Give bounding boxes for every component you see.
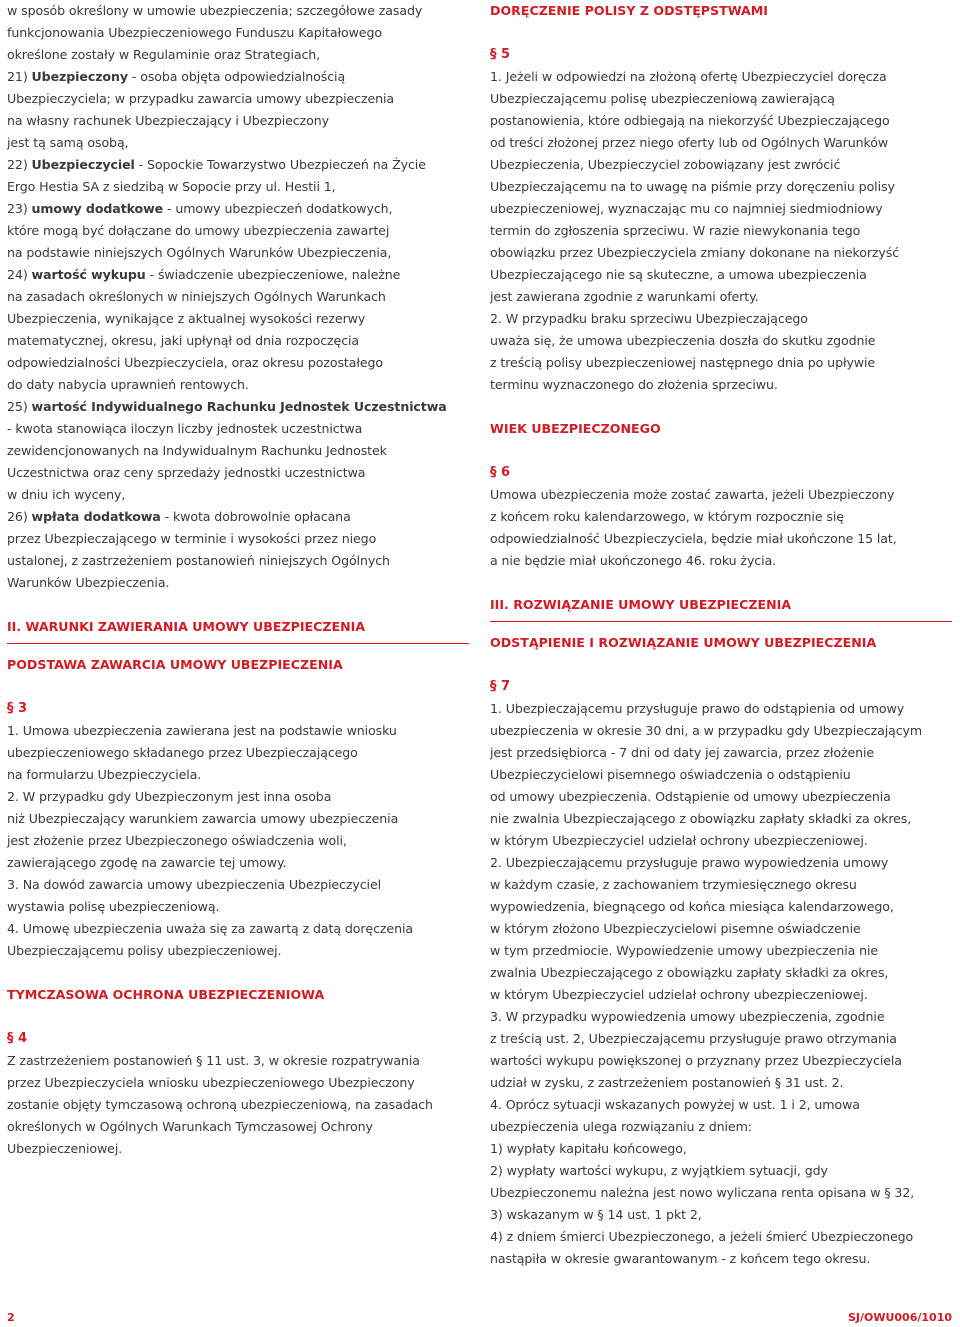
text-line: na formularzu Ubezpieczyciela. [7, 767, 202, 782]
text-line: z końcem roku kalendarzowego, w którym rozpocznie się [490, 509, 844, 524]
text-line: w którym Ubezpieczyciel udzielał ochrony ubezpieczeniowej. [490, 987, 868, 1002]
text-line: które mogą być dołączane do umowy ubezpieczenia zawartej [7, 223, 390, 238]
text-line: 4) z dniem śmierci Ubezpieczonego, a jeżeli śmierć Ubezpieczonego [490, 1229, 914, 1244]
section-divider [7, 643, 469, 644]
text-line: 2. Ubezpieczającemu przysługuje prawo wypowiedzenia umowy [490, 855, 889, 870]
text-line: w tym przedmiocie. Wypowiedzenie umowy ubezpieczenia nie [490, 943, 879, 958]
text-line: zostanie objęty tymczasową ochroną ubezpieczeniową, na zasadach [7, 1097, 433, 1112]
text-line: jest zawierana zgodnie z warunkami oferty. [490, 289, 759, 304]
text-line: 1. Umowa ubezpieczenia zawierana jest na podstawie wniosku [7, 723, 397, 738]
text-line: wartości wykupu powiększonej o przyznany przez Ubezpieczyciela [490, 1053, 902, 1068]
text-line: do daty nabycia uprawnień rentowych. [7, 377, 249, 392]
spacer [490, 654, 955, 676]
text-line: w którym Ubezpieczyciel udzielał ochrony ubezpieczeniowej. [490, 833, 868, 848]
text-line: przez Ubezpieczającego w terminie i wysokości przez niego [7, 531, 377, 546]
text-line: 1) wypłaty kapitału końcowego, [490, 1141, 687, 1156]
text-line: obowiązku przez Ubezpieczyciela zmiany dokonane na niekorzyść [490, 245, 900, 260]
text-line: z treścią ust. 2, Ubezpieczającemu przysługuje prawo otrzymania [490, 1031, 897, 1046]
text-line: 4. Oprócz sytuacji wskazanych powyżej w ust. 1 i 2, umowa [490, 1097, 860, 1112]
text-line: w którym złożono Ubezpieczycielowi pisemne oświadczenie [490, 921, 861, 936]
definition-number: 25) [7, 399, 32, 414]
definition-term: Ubezpieczony [31, 69, 128, 84]
text-line: jest złożenie przez Ubezpieczonego oświadczenia woli, [7, 833, 347, 848]
text-line: Ubezpieczyciela; w przypadku zawarcia umowy ubezpieczenia [7, 91, 395, 106]
paragraph-number: § 6 [490, 465, 511, 480]
text-line: 1. Jeżeli w odpowiedzi na złożoną ofertę Ubezpieczyciel doręcza [490, 69, 887, 84]
text-line: wystawia polisę ubezpieczeniową. [7, 899, 220, 914]
spacer [490, 22, 955, 44]
text-line: Ubezpieczającemu polisy ubezpieczeniowej. [7, 943, 282, 958]
text-line: termin do zgłoszenia sprzeciwu. W razie niewykonania tego [490, 223, 861, 238]
text-line: Uczestnictwa oraz ceny sprzedaży jednostki uczestnictwa [7, 465, 366, 480]
text-line: w każdym czasie, z zachowaniem trzymiesięcznego okresu [490, 877, 857, 892]
text-line: 1. Ubezpieczającemu przysługuje prawo do odstąpienia od umowy [490, 701, 905, 716]
definition-term: wartość wykupu [31, 267, 146, 282]
text-line: przez Ubezpieczyciela wniosku ubezpieczeniowego Ubezpieczony [7, 1075, 415, 1090]
text-line: ubezpieczeniowego składanego przez Ubezpieczającego [7, 745, 358, 760]
text-line: Umowa ubezpieczenia może zostać zawarta, jeżeli Ubezpieczony [490, 487, 895, 502]
text-line: na zasadach określonych w niniejszych Ogólnych Warunkach [7, 289, 386, 304]
text-line: określonych w Ogólnych Warunkach Tymczasowej Ochrony [7, 1119, 373, 1134]
text-line: w sposób określony w umowie ubezpieczenia; szczegółowe zasady [7, 3, 423, 18]
section-divider [490, 621, 952, 622]
text-line: - kwota stanowiąca iloczyn liczby jednostek uczestnictwa [7, 421, 363, 436]
text-line: Ubezpieczającego nie są skuteczne, a umowa ubezpieczenia [490, 267, 867, 282]
text-line: funkcjonowania Ubezpieczeniowego Funduszu Kapitałowego [7, 25, 382, 40]
text-line: Ubezpieczenia, wynikające z aktualnej wysokości rezerwy [7, 311, 366, 326]
definition-term: wartość Indywidualnego Rachunku Jednostek Uczestnictwa [31, 399, 447, 414]
text-line: 3) wskazanym w § 14 ust. 1 pkt 2, [490, 1207, 702, 1222]
text-line: od treści złożonej przez niego oferty lub od Ogólnych Warunków [490, 135, 889, 150]
text-line: określone zostały w Regulaminie oraz Strategiach, [7, 47, 321, 62]
text-line: zewidencjonowanych na Indywidualnym Rachunku Jednostek [7, 443, 387, 458]
text-line: jest przedsiębiorca - 7 dni od daty jej zawarcia, przez złożenie [490, 745, 875, 760]
definition-term: Ubezpieczyciel [31, 157, 135, 172]
text-line: w dniu ich wyceny, [7, 487, 126, 502]
text-line: odpowiedzialność Ubezpieczyciela, będzie miał ukończone 15 lat, [490, 531, 897, 546]
text-line: od umowy ubezpieczenia. Odstąpienie od umowy ubezpieczenia [490, 789, 891, 804]
definition-text: - Sopockie Towarzystwo Ubezpieczeń na Życie [134, 157, 426, 172]
text-line: odpowiedzialności Ubezpieczyciela, oraz okresu pozostałego [7, 355, 383, 370]
text-line: ubezpieczenia ulega rozwiązaniu z dniem: [490, 1119, 752, 1134]
definition-23 [7, 198, 475, 220]
definition-number: 22) [7, 157, 32, 172]
spacer [7, 962, 475, 984]
text-line: nie zwalnia Ubezpieczającego z obowiązku zapłaty składki za okres, [490, 811, 912, 826]
definition-number: 26) [7, 509, 32, 524]
spacer [490, 440, 955, 462]
text-line: matematycznej, okresu, jaki upłynął od dnia rozpoczęcia [7, 333, 360, 348]
text-line: 3. W przypadku wypowiedzenia umowy ubezpieczenia, zgodnie [490, 1009, 885, 1024]
section-heading: II. WARUNKI ZAWIERANIA UMOWY UBEZPIECZENIA [7, 619, 366, 634]
text-line: udział w zysku, z zastrzeżeniem postanowień § 31 ust. 2. [490, 1075, 844, 1090]
text-line: terminu wyznaczonego do złożenia sprzeciwu. [490, 377, 778, 392]
text-line: 3. Na dowód zawarcia umowy ubezpieczenia Ubezpieczyciel [7, 877, 381, 892]
text-line: Ubezpieczeniowej. [7, 1141, 123, 1156]
text-line: zwalnia Ubezpieczającego z obowiązku zapłaty składki za okres, [490, 965, 889, 980]
text-line: wypowiedzenia, biegnącego od końca miesiąca kalendarzowego, [490, 899, 894, 914]
text-line: z treścią polisy ubezpieczeniowej następnego dnia po upływie [490, 355, 876, 370]
definition-number: 23) [7, 201, 32, 216]
definition-26 [7, 506, 475, 528]
definition-text: - osoba objęta odpowiedzialnością [127, 69, 346, 84]
spacer [7, 594, 475, 616]
text-line: ustalonej, z zastrzeżeniem postanowień niniejszych Ogólnych [7, 553, 390, 568]
subsection-heading: WIEK UBEZPIECZONEGO [490, 421, 661, 436]
text-line: Ubezpieczycielowi pisemnego oświadczenia o odstąpieniu [490, 767, 851, 782]
definition-text: - kwota dobrowolnie opłacana [160, 509, 351, 524]
section-heading: III. ROZWIĄZANIE UMOWY UBEZPIECZENIA [490, 597, 792, 612]
text-line: zawierającego zgodę na zawarcie tej umowy. [7, 855, 287, 870]
spacer [7, 676, 475, 698]
text-line: Ubezpieczenia, Ubezpieczyciel zobowiązany jest zwrócić [490, 157, 841, 172]
subsection-heading: ODSTĄPIENIE I ROZWIĄZANIE UMOWY UBEZPIECZENIA [490, 635, 877, 650]
text-line: uważa się, że umowa ubezpieczenia doszła do skutku zgodnie [490, 333, 876, 348]
subsection-heading: DORĘCZENIE POLISY Z ODSTĘPSTWAMI [490, 3, 768, 18]
spacer [490, 572, 955, 594]
text-line: jest tą samą osobą, [7, 135, 129, 150]
subsection-heading: PODSTAWA ZAWARCIA UMOWY UBEZPIECZENIA [7, 657, 343, 672]
text-line: ubezpieczeniowej, wyznaczając mu co najmniej siedmiodniowy [490, 201, 883, 216]
definition-21 [7, 66, 475, 88]
text-line: 2) wypłaty wartości wykupu, z wyjątkiem sytuacji, gdy [490, 1163, 828, 1178]
text-line: Ubezpieczającemu na to uwagę na piśmie przy doręczeniu polisy [490, 179, 895, 194]
page-number: 2 [7, 1311, 15, 1324]
text-line: Ubezpieczającemu polisę ubezpieczeniową zawierającą [490, 91, 835, 106]
text-line: 2. W przypadku gdy Ubezpieczonym jest inna osoba [7, 789, 332, 804]
left-column [7, 0, 475, 1160]
definition-22 [7, 154, 475, 176]
right-column [490, 0, 955, 1270]
text-line: 4. Umowę ubezpieczenia uważa się za zawartą z datą doręczenia [7, 921, 413, 936]
text-line: na podstawie niniejszych Ogólnych Warunków Ubezpieczenia, [7, 245, 392, 260]
definition-text: - świadczenie ubezpieczeniowe, należne [145, 267, 401, 282]
paragraph-number: § 7 [490, 679, 511, 694]
text-line: postanowienia, które odbiegają na niekorzyść Ubezpieczającego [490, 113, 890, 128]
text-line: ubezpieczenia w okresie 30 dni, a w przypadku gdy Ubezpieczającym [490, 723, 923, 738]
paragraph-number: § 5 [490, 47, 511, 62]
text-line: 2. W przypadku braku sprzeciwu Ubezpieczającego [490, 311, 808, 326]
text-line: niż Ubezpieczający warunkiem zawarcia umowy ubezpieczenia [7, 811, 399, 826]
text-line: nastąpiła w okresie gwarantowanym - z końcem tego okresu. [490, 1251, 871, 1266]
definition-term: umowy dodatkowe [31, 201, 164, 216]
spacer [7, 1006, 475, 1028]
definition-number: 21) [7, 69, 32, 84]
definition-24 [7, 264, 475, 286]
definition-text: - umowy ubezpieczeń dodatkowych, [163, 201, 393, 216]
definition-number: 24) [7, 267, 32, 282]
subsection-heading: TYMCZASOWA OCHRONA UBEZPIECZENIOWA [7, 987, 325, 1002]
text-line: Warunków Ubezpieczenia. [7, 575, 170, 590]
text-line: na własny rachunek Ubezpieczający i Ubezpieczony [7, 113, 329, 128]
text-line: Z zastrzeżeniem postanowień § 11 ust. 3, w okresie rozpatrywania [7, 1053, 420, 1068]
text-line: Ubezpieczonemu należna jest nowo wyliczana renta opisana w § 32, [490, 1185, 915, 1200]
paragraph-number: § 4 [7, 1031, 28, 1046]
document-code: SJ/OWU006/1010 [847, 1311, 952, 1324]
definition-25 [7, 396, 475, 418]
paragraph-number: § 3 [7, 701, 28, 716]
definition-term: wpłata dodatkowa [31, 509, 161, 524]
spacer [490, 396, 955, 418]
text-line: Ergo Hestia SA z siedzibą w Sopocie przy ul. Hestii 1, [7, 179, 336, 194]
text-line: a nie będzie miał ukończonego 46. roku życia. [490, 553, 777, 568]
